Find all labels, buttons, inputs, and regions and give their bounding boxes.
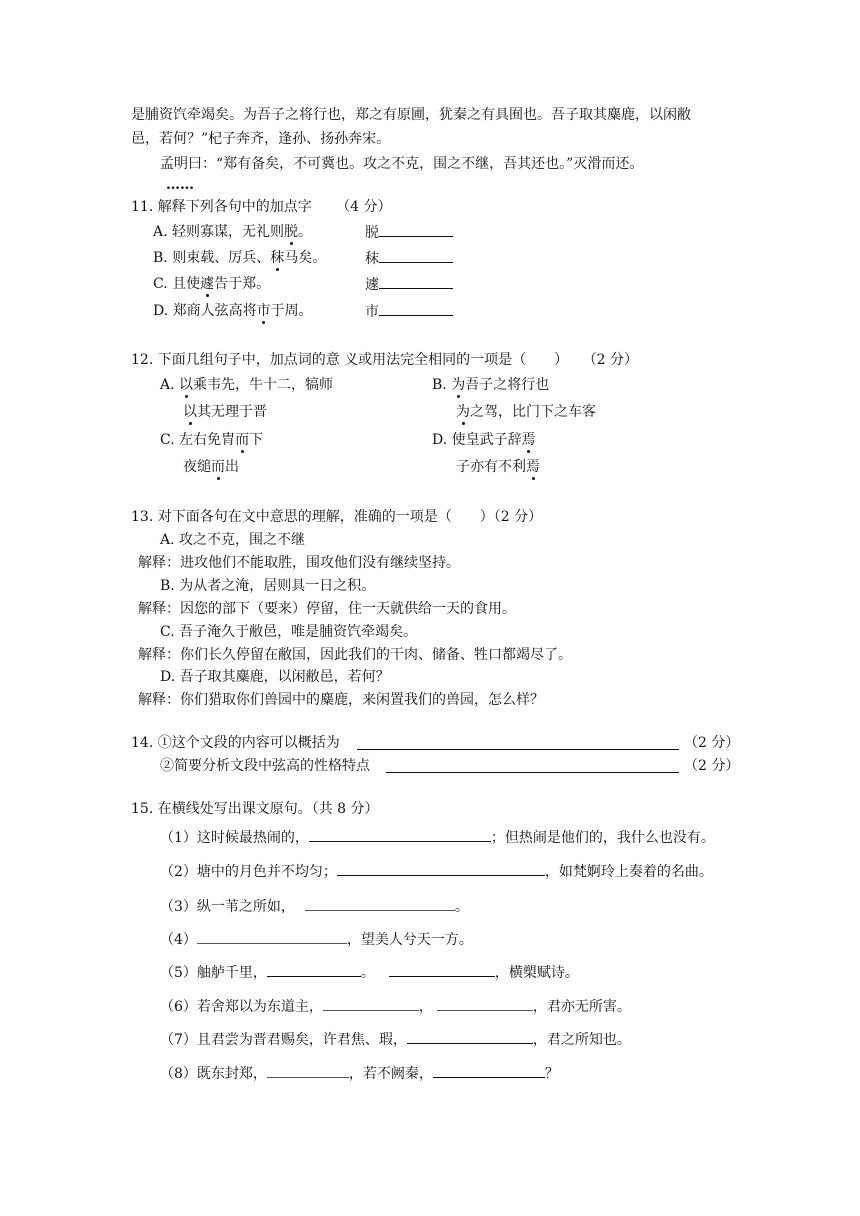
- q12-a2-post: 其无理于晋: [197, 404, 267, 420]
- q14-blank-1[interactable]: [357, 735, 679, 750]
- q12-stem: [131, 350, 638, 370]
- q15-l8-tail: ？: [544, 1066, 559, 1082]
- q11-score: （4 分）: [336, 199, 392, 215]
- q12-option-a-1: [160, 375, 333, 395]
- q11-item-a: [153, 222, 312, 242]
- q15-l5-text: （5）舳舻千里，: [160, 965, 267, 981]
- q15-l8-text: （8）既东封郑，: [160, 1066, 267, 1082]
- q15-l6-blank-1[interactable]: [323, 996, 419, 1011]
- q15-l5-tail: ，横槊赋诗。: [494, 965, 579, 981]
- q15-l4-text: （4）: [160, 932, 197, 948]
- q12-option-d-1: [432, 430, 536, 450]
- q15-l4-blank[interactable]: [197, 929, 347, 944]
- q13-c-explain: 解释：你们长久停留在敝国，因此我们的干肉、储备、牲口都竭尽了。: [138, 647, 572, 663]
- q12-d1-dotted: 焉: [521, 432, 536, 448]
- q13-d-explain: 解释：你们猎取你们兽园中的麋鹿，来闲置我们的兽园，怎么样？: [138, 692, 544, 708]
- q12-d2-dotted: 焉: [526, 459, 540, 475]
- q11-b-dotted: 秣: [270, 250, 285, 266]
- q15-l1-blank[interactable]: [309, 827, 491, 842]
- q15-l3-text: （3）纵一苇之所如，: [160, 899, 295, 915]
- q12-c1-post: 下: [249, 432, 264, 448]
- q15-l4-tail: ，望美人兮天一方。: [346, 932, 473, 948]
- q13-a-explain: 解释：进攻他们不能取胜，围攻他们没有继续坚持。: [138, 555, 460, 571]
- q12-option-b-2: [456, 402, 596, 422]
- q14-score-1: （2 分）: [684, 735, 740, 751]
- q15-l2-text: （2）塘中的月色并不均匀；: [160, 864, 337, 880]
- q11-c-text: C. 且使: [153, 276, 201, 292]
- q11-b-post: 马矣。: [284, 250, 327, 266]
- q15-l1-tail: ；但热闹是他们的，我什么也没有。: [490, 830, 715, 846]
- q12-b2-post: 之驾，比门下之车客: [470, 404, 596, 420]
- passage-line-3: 孟明曰：“郑有备矣，不可冀也。攻之不克，围之不继，吾其还也。”灭滑而还。: [160, 156, 644, 172]
- q15-l2-blank[interactable]: [337, 861, 545, 876]
- q12-b1-pre: B.: [432, 377, 452, 393]
- q15-l3-blank[interactable]: [305, 896, 455, 911]
- q12-b1-dotted: 为: [451, 377, 466, 393]
- q11-item-c: [153, 274, 270, 294]
- q14-line-2-text: ②简要分析文段中弦高的性格特点: [160, 758, 370, 774]
- q12-a2-dotted: 以: [183, 404, 197, 420]
- q11-c-dotted: 遽: [200, 276, 215, 292]
- q11-answer-d: [365, 301, 453, 322]
- q12-c1-pre: C. 左右免胄: [160, 432, 236, 448]
- q12-option-c-2: [183, 457, 239, 477]
- q12-d2-pre: 子亦有不利: [456, 459, 526, 475]
- q15-line-2: [160, 861, 713, 882]
- q11-c-post: 告于郑。: [214, 276, 271, 292]
- q12-a1-post: 乘韦先，牛十二，犒师: [193, 377, 334, 393]
- q15-line-8: [160, 1063, 559, 1084]
- q15-l8-mid: ，若不阙秦，: [348, 1066, 433, 1082]
- q15-line-5: [160, 962, 579, 983]
- q15-line-4: [160, 929, 473, 950]
- q12-option-c-1: [160, 430, 263, 450]
- q15-l8-blank-2[interactable]: [433, 1063, 545, 1078]
- q15-l7-tail: ，君之所知也。: [532, 1032, 631, 1048]
- q11-c-blank[interactable]: [379, 274, 453, 289]
- q12-a1-dotted: 以: [179, 377, 194, 393]
- q15-line-7: [160, 1029, 631, 1050]
- q11-stem-text: 11. 解释下列各句中的加点字: [131, 199, 312, 215]
- q11-item-b: [153, 248, 326, 268]
- q13-stem: 13. 对下面各句在文中意思的理解，准确的一项是（ ）（2 分）: [131, 509, 543, 525]
- q11-a-blank[interactable]: [379, 222, 453, 237]
- q15-l7-text: （7）且君尝为晋君赐矣，许君焦、瑕，: [160, 1032, 407, 1048]
- q12-option-d-2: [456, 457, 540, 477]
- q15-l7-blank[interactable]: [407, 1029, 533, 1044]
- q11-b-blank[interactable]: [379, 248, 453, 263]
- q12-b2-dotted: 为: [456, 404, 470, 420]
- q15-l5-blank-2[interactable]: [389, 962, 495, 977]
- q11-c-char: 遽: [365, 277, 379, 293]
- q11-b-text: B. 则束载、厉兵、: [153, 250, 271, 266]
- q15-l6-tail: ，君亦无所害。: [532, 999, 631, 1015]
- q11-d-blank[interactable]: [379, 301, 453, 316]
- q12-c2-dotted: 而: [211, 459, 225, 475]
- q11-b-char: 秣: [365, 251, 379, 267]
- q11-stem: [131, 197, 392, 217]
- q13-d-sentence: D. 吾子取其麋鹿，以闲敝邑，若何？: [160, 669, 390, 685]
- q11-a-text: A. 轻则寡谋，无礼则: [153, 224, 285, 240]
- q12-d1-pre: D. 使皇武子辞: [432, 432, 522, 448]
- passage-line-2: 邑，若何？”杞子奔齐，逢孙、扬孙奔宋。: [131, 131, 391, 147]
- q14-blank-2[interactable]: [386, 758, 679, 773]
- q15-l2-tail: ，如梵婀玲上奏着的名曲。: [544, 864, 713, 880]
- q14-line-1-text: 14. ①这个文段的内容可以概括为: [131, 735, 340, 751]
- q15-line-3: [160, 896, 469, 917]
- passage-ellipsis: ……: [166, 177, 194, 193]
- q12-c1-dotted: 而: [235, 432, 250, 448]
- q11-a-char: 脱: [365, 225, 379, 241]
- q14-score-2: （2 分）: [684, 758, 740, 774]
- q15-l5-mid: 。: [360, 965, 375, 981]
- q11-d-post: 于周。: [270, 303, 313, 319]
- q11-a-dotted: 脱: [284, 224, 299, 240]
- q12-b1-post: 吾子之将行也: [465, 377, 550, 393]
- q11-d-char: 市: [365, 304, 379, 320]
- q15-l8-blank-1[interactable]: [267, 1063, 349, 1078]
- q12-a1-pre: A.: [160, 377, 180, 393]
- q13-a-sentence: A. 攻之不克，围之不继: [160, 532, 306, 548]
- q12-stem-text: 12. 下面几组句子中，加点词的意 义或用法完全相同的一项是（ ）: [131, 352, 569, 368]
- q12-option-b-1: [432, 375, 549, 395]
- q15-l6-blank-2[interactable]: [437, 996, 533, 1011]
- q12-option-a-2: [183, 402, 267, 422]
- q12-c2-post: 出: [225, 459, 239, 475]
- q11-answer-a: [365, 222, 453, 243]
- q15-stem: 15. 在横线处写出课文原句。（共 8 分）: [131, 801, 379, 817]
- q14-line-2: [160, 756, 370, 776]
- q15-l6-comma: ，: [418, 999, 433, 1015]
- q15-l1-text: （1）这时候最热闹的，: [160, 830, 309, 846]
- q15-l3-tail: 。: [454, 899, 469, 915]
- q13-b-explain: 解释：因您的部下（要来）停留，住一天就供给一天的食用。: [138, 601, 516, 617]
- q11-a-post: 。: [298, 224, 313, 240]
- q11-item-d: [153, 301, 313, 321]
- q15-l6-text: （6）若舍郑以为东道主，: [160, 999, 323, 1015]
- q15-l5-blank-1[interactable]: [267, 962, 361, 977]
- q11-d-dotted: 市: [256, 303, 271, 319]
- q14-line-1: [131, 733, 340, 753]
- q13-b-sentence: B. 为从者之淹，居则具一日之积。: [160, 578, 376, 594]
- q11-d-text: D. 郑商人弦高将: [153, 303, 257, 319]
- passage-line-1: 是脯资饩牵竭矣。为吾子之将行也，郑之有原圃，犹秦之有具囿也。吾子取其麋鹿，以闲敝: [131, 107, 691, 123]
- q15-line-6: [160, 996, 631, 1017]
- q11-answer-c: [365, 274, 453, 295]
- q13-c-sentence: C. 吾子淹久于敝邑，唯是脯资饩牵竭矣。: [160, 624, 418, 640]
- q12-c2-pre: 夜缒: [183, 459, 211, 475]
- q15-line-1: [160, 827, 715, 848]
- q11-answer-b: [365, 248, 453, 269]
- q12-score: （2 分）: [582, 352, 638, 368]
